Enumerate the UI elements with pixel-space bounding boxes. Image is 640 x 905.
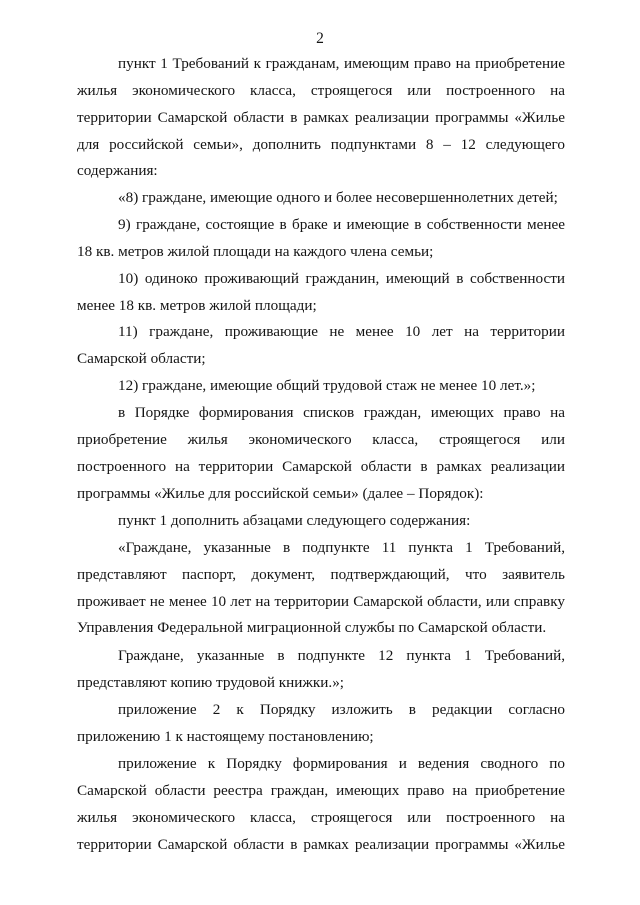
- text-line: 18 кв. метров жилой площади на каждого члена семьи;: [77, 243, 434, 260]
- text-line: построенного на территории Самарской области в рамках реализации: [77, 458, 565, 475]
- text-line: приложение к Порядку формирования и ведения сводного по: [118, 755, 565, 772]
- text-line: приложение 2 к Порядку изложить в редакции согласно: [118, 701, 565, 718]
- text-line: «Граждане, указанные в подпункте 11 пункта 1 Требований,: [118, 539, 565, 556]
- text-line: для российской семьи», дополнить подпунктами 8 – 12 следующего: [77, 136, 565, 153]
- text-line: содержания:: [77, 162, 158, 179]
- text-line: 10) одиноко проживающий гражданин, имеющий в собственности: [118, 270, 565, 287]
- text-line: пункт 1 дополнить абзацами следующего содержания:: [118, 512, 471, 529]
- text-line: пункт 1 Требований к гражданам, имеющим право на приобретение: [118, 55, 565, 72]
- page-number: 2: [316, 30, 324, 47]
- text-line: Граждане, указанные в подпункте 12 пункта 1 Требований,: [118, 647, 565, 664]
- text-line: Самарской области реестра граждан, имеющих право на приобретение: [77, 782, 565, 799]
- text-line: менее 18 кв. метров жилой площади;: [77, 297, 317, 314]
- text-line: 12) граждане, имеющие общий трудовой стаж не менее 10 лет.»;: [118, 377, 536, 394]
- text-line: территории Самарской области в рамках реализации программы «Жилье: [77, 109, 565, 126]
- text-line: проживает не менее 10 лет на территории Самарской области, или справку: [77, 593, 565, 610]
- text-line: «8) граждане, имеющие одного и более несовершеннолетних детей;: [118, 189, 558, 206]
- text-line: Самарской области;: [77, 350, 206, 367]
- text-line: жилья экономического класса, строящегося или построенного на: [77, 82, 565, 99]
- text-line: приобретение жилья экономического класса, строящегося или: [77, 431, 565, 448]
- text-line: приложению 1 к настоящему постановлению;: [77, 728, 374, 745]
- text-line: 11) граждане, проживающие не менее 10 лет на территории: [118, 323, 565, 340]
- text-line: жилья экономического класса, строящегося или построенного на: [77, 809, 565, 826]
- text-line: представляют паспорт, документ, подтверждающий, что заявитель: [77, 566, 565, 583]
- text-line: территории Самарской области в рамках реализации программы «Жилье: [77, 836, 565, 853]
- text-line: Управления Федеральной миграционной службы по Самарской области.: [77, 619, 547, 636]
- text-line: в Порядке формирования списков граждан, имеющих право на: [118, 404, 565, 421]
- text-line: программы «Жилье для российской семьи» (далее – Порядок):: [77, 485, 484, 502]
- text-line: 9) граждане, состоящие в браке и имеющие в собственности менее: [118, 216, 565, 233]
- text-line: представляют копию трудовой книжки.»;: [77, 674, 345, 691]
